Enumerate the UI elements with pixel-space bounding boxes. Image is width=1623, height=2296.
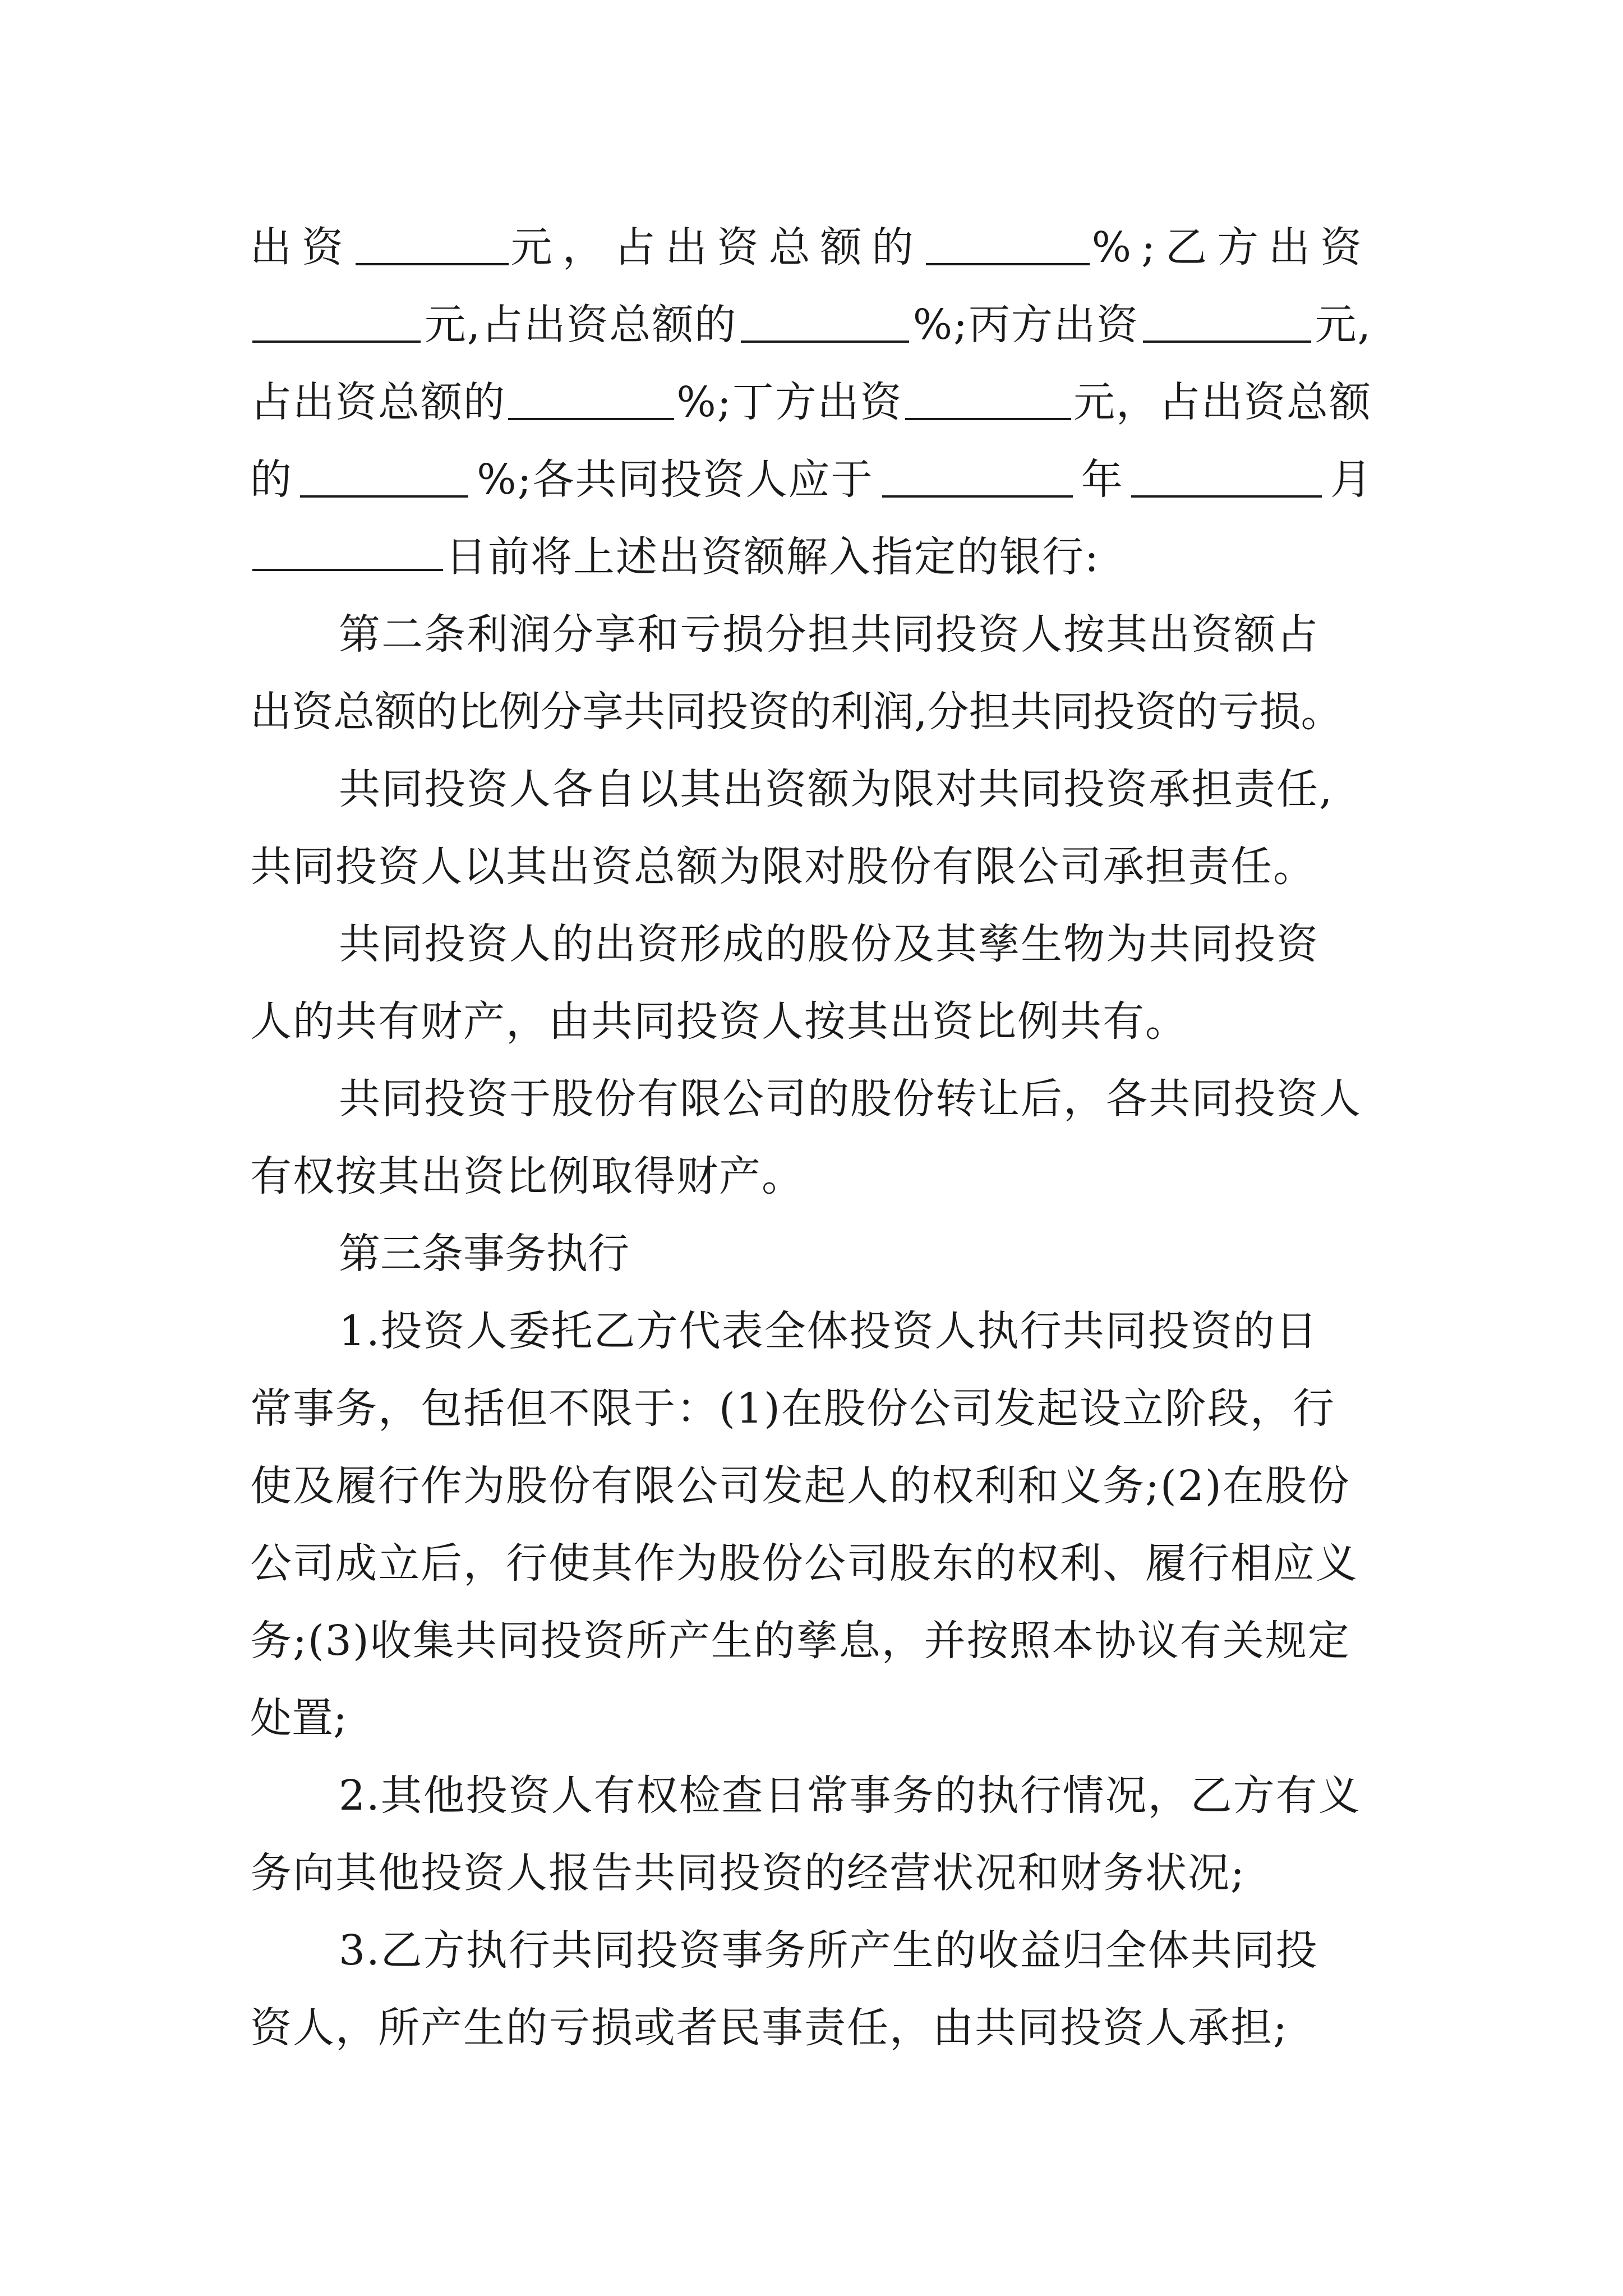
fill-in-blank [905, 384, 1071, 420]
text-segment: 元，占出资总额 [1073, 378, 1372, 426]
paragraph-line: 有权按其出资比例取得财产。 [250, 1152, 804, 1200]
text-segment: 的 [250, 455, 292, 504]
text-line [250, 364, 1372, 441]
paragraph-line: 第二条利润分享和亏损分担共同投资人按其出资额占 [339, 610, 1319, 659]
paragraph-line: 务;(3)收集共同投资所产生的孳息，并按照本协议有关规定 [250, 1617, 1350, 1665]
fill-in-blank [508, 384, 674, 420]
text-segment: 占出资总额的 [250, 378, 506, 426]
document-body [250, 209, 1372, 2067]
fill-in-blank [1143, 307, 1311, 343]
text-segment: 月 [1330, 455, 1372, 504]
paragraph-line: 使及履行作为股份有限公司发起人的权利和义务;(2)在股份 [250, 1462, 1350, 1510]
text-segment: 日前将上述出资额解入指定的银行: [445, 533, 1100, 581]
text-segment: 元, [1315, 301, 1372, 349]
paragraph-line: 出资总额的比例分享共同投资的利润,分担共同投资的亏损。 [250, 688, 1343, 736]
paragraph-line: 共同投资人各自以其出资额为限对共同投资承担责任, [339, 765, 1334, 813]
fill-in-blank [1131, 462, 1322, 498]
fill-in-blank [252, 307, 421, 343]
text-segment: %;各共同投资人应于 [477, 455, 874, 504]
paragraph-line: 资人，所产生的亏损或者民事责任，由共同投资人承担; [250, 2004, 1288, 2052]
text-segment: 年 [1081, 455, 1123, 504]
fill-in-blank [741, 307, 909, 343]
text-segment: 元，占出资总额的 [510, 223, 924, 272]
paragraph-line: 2.其他投资人有权检查日常事务的执行情况，乙方有义 [339, 1772, 1361, 1820]
text-segment: 元,占出资总额的 [424, 301, 737, 349]
paragraph-line: 共同投资人的出资形成的股份及其孳生物为共同投资 [339, 920, 1319, 968]
text-segment: 出资 [250, 223, 353, 272]
text-line [250, 286, 1372, 364]
fill-in-blank [356, 229, 509, 265]
text-line [250, 441, 1372, 518]
fill-in-blank [882, 462, 1073, 498]
paragraph-line: 3.乙方执行共同投资事务所产生的收益归全体共同投 [339, 1926, 1318, 1975]
text-segment: %;丁方出资 [676, 378, 903, 426]
fill-in-blank [252, 535, 443, 571]
text-line [250, 518, 1372, 596]
paragraph-line: 共同投资人以其出资总额为限对股份有限公司承担责任。 [250, 843, 1316, 891]
paragraph-line: 务向其他投资人报告共同投资的经营状况和财务状况; [250, 1849, 1246, 1897]
paragraph-line: 常事务，包括但不限于：(1)在股份公司发起设立阶段，行 [250, 1384, 1335, 1433]
paragraph-line: 1.投资人委托乙方代表全体投资人执行共同投资的日 [339, 1307, 1318, 1355]
paragraph-line: 共同投资于股份有限公司的股份转让后，各共同投资人 [339, 1075, 1362, 1123]
paragraph-line: 处置; [250, 1694, 347, 1742]
text-segment: %;丙方出资 [912, 301, 1139, 349]
paragraph-line: 人的共有财产，由共同投资人按其出资比例共有。 [250, 997, 1188, 1046]
section-heading: 第三条事务执行 [339, 1230, 629, 1278]
paragraph-line: 公司成立后，行使其作为股份公司股东的权利、履行相应义 [250, 1539, 1358, 1588]
fill-in-blank [300, 462, 468, 498]
text-line [250, 209, 1372, 286]
text-segment: %;乙方出资 [1091, 223, 1372, 272]
fill-in-blank [926, 229, 1090, 265]
